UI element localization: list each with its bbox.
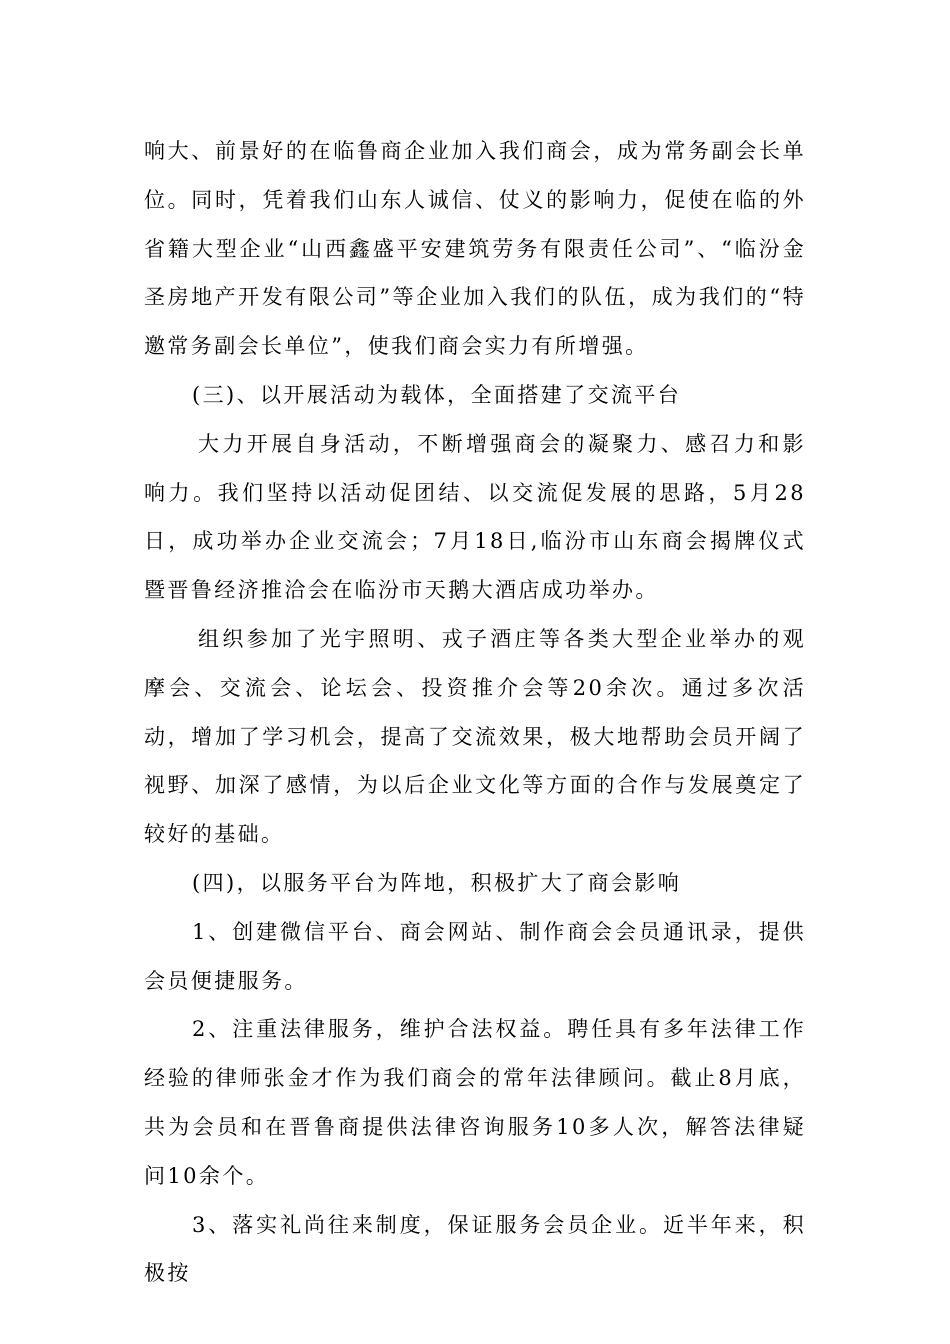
list-item-3: 3、落实礼尚往来制度，保证服务会员企业。近半年来，积极按	[144, 1212, 806, 1286]
paragraph-events: 组织参加了光宇照明、戎子酒庄等各类大型企业举办的观摩会、交流会、论坛会、投资推介会等20余次。通过多次活动，增加了学习机会，提高了交流效果，极大地帮助会员开阔了视野、加深了感情，为以后企业文化等方面的合作与发展奠定了较好的基础。	[144, 626, 806, 847]
document-body	[144, 127, 806, 1298]
paragraph-member-expansion: 响大、前景好的在临鲁商企业加入我们商会，成为常务副会长单位。同时，凭着我们山东人诚信、仗义的影响力，促使在临的外省籍大型企业“山西鑫盛平安建筑劳务有限责任公司”、“临汾金圣房地产开发有限公司”等企业加入我们的队伍，成为我们的“特邀常务副会长单位”，使我们商会实力有所增强。	[144, 139, 806, 359]
section-heading-3: (三)、以开展活动为载体，全面搭建了交流平台	[192, 382, 682, 407]
list-item-2: 2、注重法律服务，维护合法权益。聘任具有多年法律工作经验的律师张金才作为我们商会的常年法律顾问。截止8月底，共为会员和在晋鲁商提供法律咨询服务10多人次，解答法律疑问10余个。	[144, 1017, 806, 1188]
paragraph-activities: 大力开展自身活动，不断增强商会的凝聚力、感召力和影响力。我们坚持以活动促团结、以交流促发展的思路，5月28日，成功举办企业交流会；7月18日,临汾市山东商会揭牌仪式暨晋鲁经济推洽会在临汾市天鹅大酒店成功举办。	[144, 431, 806, 603]
list-item-1: 1、创建微信平台、商会网站、制作商会会员通讯录，提供会员便捷服务。	[144, 919, 806, 993]
section-heading-4: (四)，以服务平台为阵地，积极扩大了商会影响	[192, 870, 682, 895]
